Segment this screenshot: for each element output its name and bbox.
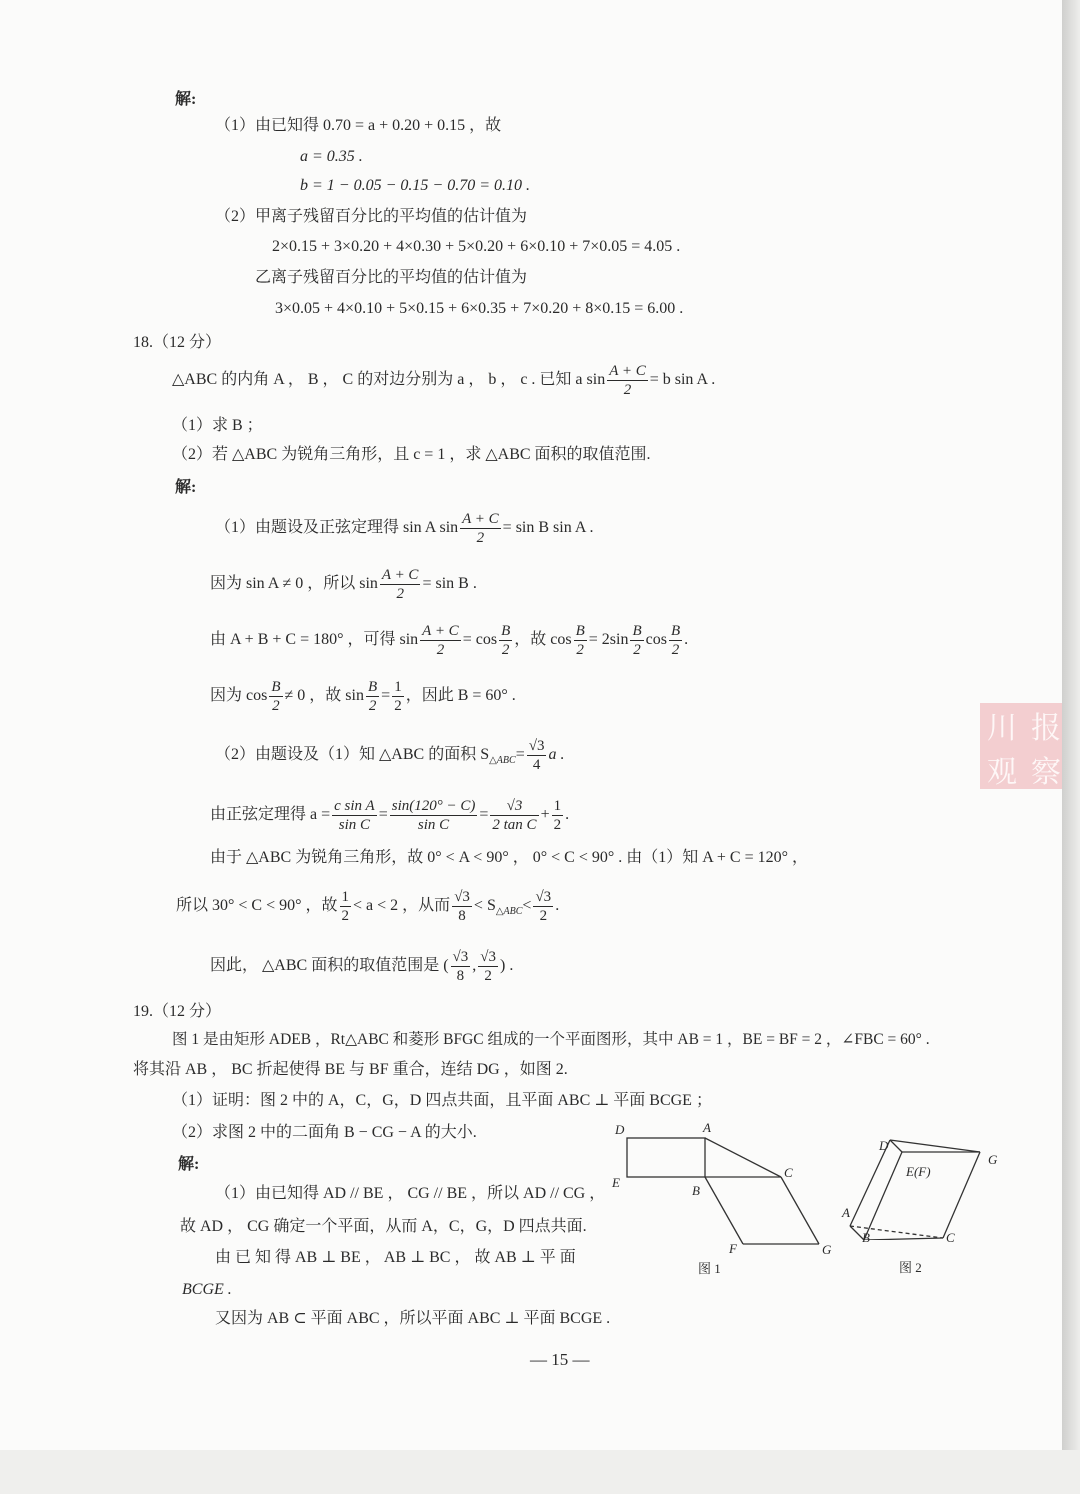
- fraction-b-half: $\frac{B}{2}$: [501, 622, 511, 658]
- q18-step1: [215, 508, 594, 548]
- q18-part1: （1）求 B ；: [172, 417, 263, 434]
- fig2-point-ef: E(F): [906, 1164, 931, 1179]
- fig1-point-c: C: [784, 1165, 793, 1180]
- q18-step4: [210, 676, 516, 716]
- step-text: ) .: [500, 957, 514, 974]
- q18-stem-post: = b sin A .: [649, 371, 716, 388]
- fig1-point-g: G: [822, 1242, 832, 1257]
- step-text: 因为 sin A ≠ 0 ，所以 sin: [210, 575, 378, 592]
- fig2-point-g: G: [988, 1152, 998, 1167]
- q17-solution-label: 解:: [175, 91, 197, 108]
- fig2-point-d: D: [879, 1138, 889, 1153]
- step-text: 由正弦定理得 a =: [210, 806, 331, 823]
- q19-step2: 故 AD ， CG 确定一个平面，从而 A，C，G，D 四点共面.: [180, 1218, 587, 1235]
- fig1-point-f: F: [729, 1241, 737, 1256]
- q17-part1-intro: （1）由已知得 0.70 = a + 0.20 + 0.15 ，故: [215, 117, 502, 134]
- stamp-char: 报: [1031, 711, 1061, 746]
- fraction: $\frac{√3}{2}$: [535, 888, 552, 924]
- page-edge-shadow: [1062, 0, 1080, 1494]
- q18-step2: [210, 564, 477, 604]
- figure-2-caption: 图 2: [899, 1260, 922, 1275]
- q18-header: 18.（12 分）: [133, 334, 222, 351]
- q18-step6: 由正弦定理得 a = $\frac{\text{c sin A}}{\text{sin C}}$ = $\frac{\sin(120^\circ - C)}{\text{sin C}}$ = $\frac{√3}{\text{2 tan C}}$ + $\frac{1}{2}$ .: [210, 797, 570, 833]
- fraction-denominator: 4: [532, 756, 541, 773]
- step-text: ≠ 0 ，故 sin: [284, 687, 364, 704]
- q18-stem-fraction: [607, 362, 648, 399]
- fraction-b-half: $\frac{B}{2}$: [670, 622, 681, 658]
- step-text: 因此， △ABC 面积的取值范围是 (: [210, 957, 449, 974]
- q18-solution-label: 解:: [175, 479, 197, 496]
- q18-step5: [215, 735, 564, 781]
- fraction: [380, 566, 421, 603]
- stamp-char: 川: [987, 711, 1017, 746]
- fraction-sqrt3-over-4: [527, 737, 547, 774]
- fraction: $\frac{√3}{8}$: [454, 888, 470, 924]
- step-text: （1）由题设及正弦定理得 sin A sin: [215, 519, 459, 536]
- q19-step3: 由 已 知 得 AB ⊥ BE ， AB ⊥ BC ， 故 AB ⊥ 平 面: [215, 1249, 576, 1266]
- step-text: =: [381, 687, 391, 704]
- step-text: <: [522, 897, 532, 914]
- fraction: $\frac{√3}{8}$: [452, 948, 469, 984]
- fraction-denominator: 2: [436, 641, 445, 658]
- step-text: = cos: [462, 631, 498, 648]
- fig1-point-d: D: [615, 1122, 625, 1137]
- fraction-numerator: A + C: [462, 510, 499, 527]
- fraction: [420, 622, 461, 659]
- q18-stem: [172, 360, 715, 400]
- subscript: △ABC: [495, 906, 523, 917]
- fraction-one-half: $\frac{1}{2}$: [394, 678, 402, 714]
- fraction-numerator: A + C: [422, 622, 459, 639]
- q19-stem-line2: 将其沿 AB ， BC 折起使得 BE 与 BF 重合，连结 DG ，如图 2.: [133, 1061, 568, 1078]
- q19-header: 19.（12 分）: [133, 1003, 222, 1020]
- q19-step4: BCGE .: [182, 1281, 232, 1298]
- q19-part1: （1）证明：图 2 中的 A，C，G，D 四点共面，且平面 ABC ⊥ 平面 BCGE ；: [172, 1092, 712, 1109]
- fig2-point-c: C: [946, 1230, 955, 1245]
- fig2-point-a: A: [842, 1205, 850, 1220]
- step-text: = sin B .: [422, 575, 477, 592]
- step-text: = 2sin: [588, 631, 629, 648]
- step-text: （2）由题设及（1）知 △ABC 的面积 S: [215, 746, 490, 763]
- fraction-b-half: $\frac{B}{2}$: [271, 678, 281, 714]
- q17-b-value: b = 1 − 0.05 − 0.15 − 0.70 = 0.10 .: [300, 177, 530, 194]
- fraction-denominator: 2: [476, 529, 485, 546]
- fig1-point-a: A: [703, 1120, 711, 1135]
- fraction-denominator: 2: [396, 585, 404, 602]
- q19-stem-line1: 图 1 是由矩形 ADEB ，Rt△ABC 和菱形 BFGC 组成的一个平面图形，其中 AB = 1 ，BE = BF = 2 ，∠FBC = 60° .: [172, 1031, 930, 1048]
- q18-step3: [210, 620, 688, 660]
- figure-1-diagram: [605, 1110, 845, 1280]
- step-text: = sin B sin A .: [502, 519, 594, 536]
- q17-yi-intro: 乙离子残留百分比的平均值的估计值为: [255, 269, 528, 286]
- fraction-numerator: √3: [528, 737, 545, 754]
- fraction: [460, 510, 501, 547]
- figure-1-caption: 图 1: [698, 1261, 721, 1276]
- watermark-stamp: [980, 703, 1068, 789]
- fraction: $\frac{√3}{2}$: [480, 948, 497, 984]
- q17-yi-formula: 3×0.05 + 4×0.10 + 5×0.15 + 6×0.35 + 7×0.20 + 8×0.15 = 6.00 .: [275, 300, 684, 317]
- fraction: $\frac{\text{c sin A}}{\text{sin C}}$: [334, 797, 375, 833]
- q18-stem-pre: △ABC 的内角 A ， B ， C 的对边分别为 a ， b ， c . 已知 a sin: [172, 371, 606, 388]
- fraction-b-half: $\frac{B}{2}$: [575, 622, 585, 658]
- fraction-numerator: A + C: [609, 362, 646, 379]
- figure-2-diagram: [840, 1130, 1010, 1240]
- step-text: < S: [473, 897, 496, 914]
- q17-a-value: a = 0.35 .: [300, 148, 363, 165]
- step-text: 所以 30° < C < 90° ，故: [176, 897, 338, 914]
- step-text: .: [555, 897, 560, 914]
- fraction: $\frac{√3}{\text{2 tan C}}$: [492, 797, 537, 833]
- step-text: 因为 cos: [210, 687, 268, 704]
- q19-solution-label: 解:: [178, 1156, 200, 1173]
- step-text: cos: [645, 631, 667, 648]
- fraction-b-half: $\frac{B}{2}$: [367, 678, 378, 714]
- fraction: $\frac{1}{2}$: [553, 797, 562, 833]
- step-text: 由 A + B + C = 180° ，可得 sin: [210, 631, 419, 648]
- page-bottom-margin: [0, 1450, 1080, 1494]
- q17-jia-formula: 2×0.15 + 3×0.20 + 4×0.30 + 5×0.20 + 6×0.10 + 7×0.05 = 4.05 .: [272, 238, 681, 255]
- step-text: ，因此 B = 60° .: [405, 687, 516, 704]
- q18-conclusion: 因此， △ABC 面积的取值范围是 ( $\frac{√3}{8}$ , $\frac{√3}{2}$ ) .: [210, 948, 514, 984]
- fig2-point-b: B: [862, 1230, 870, 1245]
- fig1-point-e: E: [612, 1175, 620, 1190]
- fraction-numerator: A + C: [381, 566, 419, 583]
- q19-step1: （1）由已知得 AD // BE ， CG // BE ，所以 AD // CG ，: [215, 1185, 606, 1202]
- step-text: a .: [548, 746, 565, 763]
- fraction: $\frac{\sin(120^\circ - C)}{\text{sin C}}$: [391, 797, 476, 833]
- q18-step8: [176, 886, 559, 932]
- step-text: < a < 2 ，从而: [353, 897, 451, 914]
- stamp-char: 观: [987, 755, 1017, 790]
- fig1-point-b: B: [692, 1183, 700, 1198]
- fraction-b-half: $\frac{B}{2}$: [632, 622, 642, 658]
- q17-part2-intro: （2）甲离子残留百分比的平均值的估计值为: [215, 208, 528, 225]
- stamp-char: 察: [1031, 755, 1061, 790]
- q19-part2: （2）求图 2 中的二面角 B − CG − A 的大小.: [172, 1124, 477, 1141]
- fraction-denominator: 2: [623, 381, 632, 398]
- q19-step5: 又因为 AB ⊂ 平面 ABC ，所以平面 ABC ⊥ 平面 BCGE .: [215, 1310, 611, 1327]
- page-number: — 15 —: [530, 1350, 590, 1369]
- fraction: $\frac{1}{2}$: [341, 888, 350, 924]
- q18-part2: （2）若 △ABC 为锐角三角形，且 c = 1 ，求 △ABC 面积的取值范围.: [172, 446, 651, 463]
- step-text: .: [684, 631, 689, 648]
- step-text: =: [515, 746, 525, 763]
- subscript: △ABC: [489, 755, 516, 766]
- step-text: ，故 cos: [514, 631, 572, 648]
- q18-step7: 由于 △ABC 为锐角三角形，故 0° < A < 90° ， 0° < C < 90° . 由（1）知 A + C = 120° ，: [210, 849, 809, 866]
